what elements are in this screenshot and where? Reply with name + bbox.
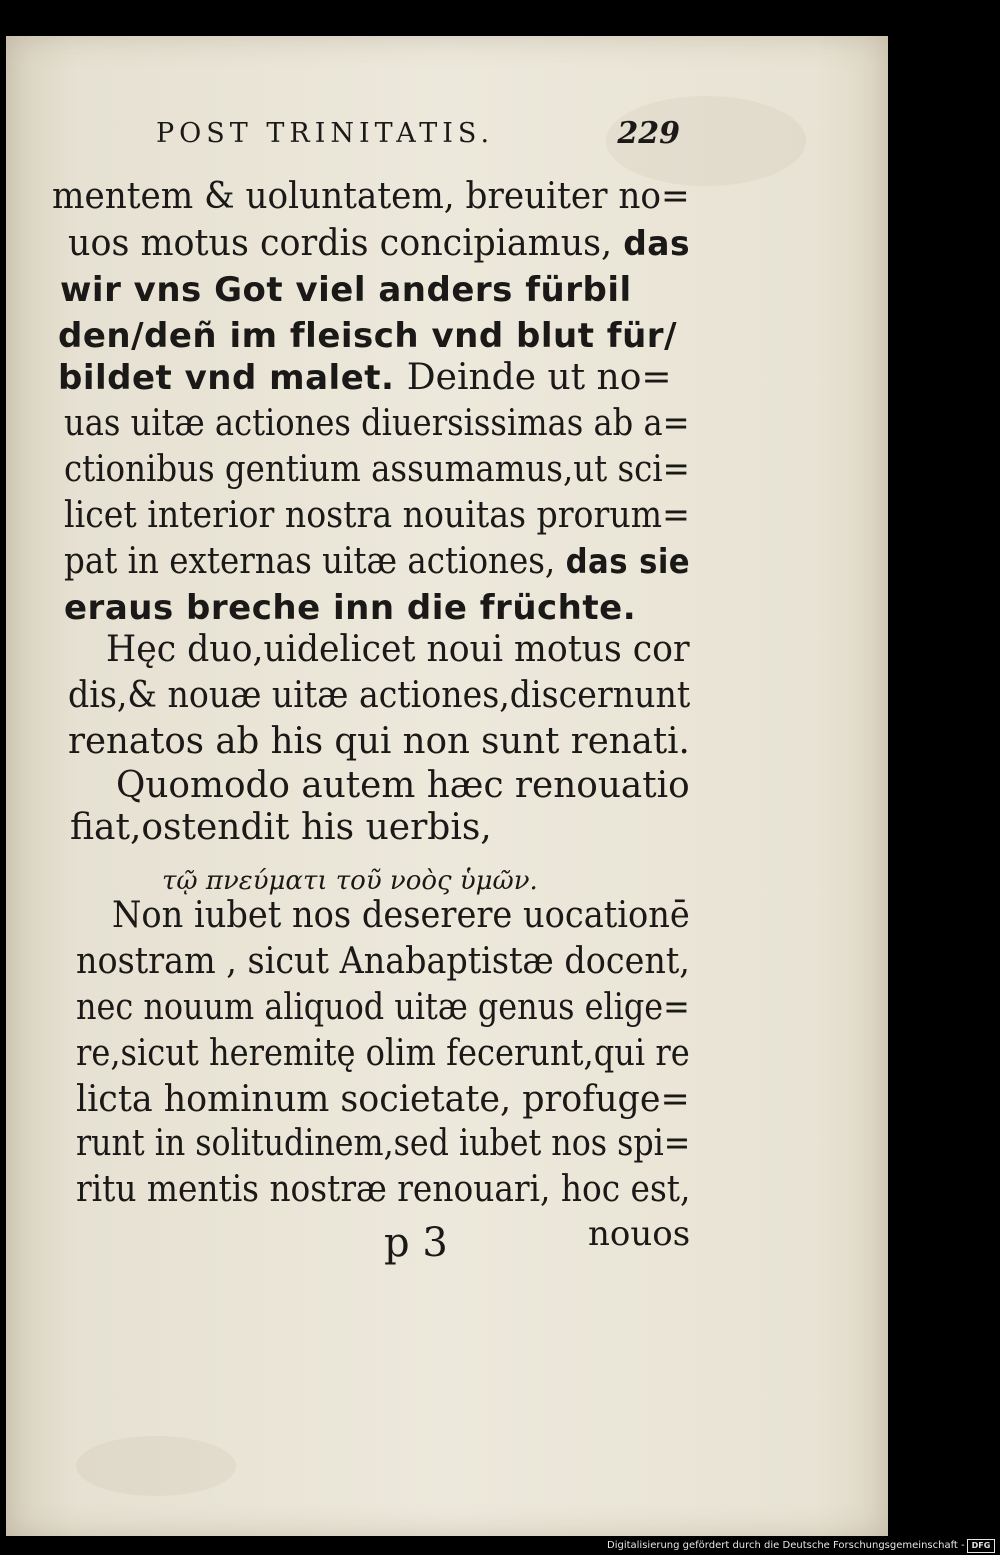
digitization-credit: Digitalisierung gefördert durch die Deutsche Forschungsgemeinschaft -	[607, 1540, 965, 1551]
dfg-logo: DFG	[967, 1539, 995, 1553]
latin-segment: nec nouum aliquod uitæ genus elige=	[76, 987, 690, 1028]
text-line	[106, 628, 690, 672]
latin-segment: licet interior nostra nouitas prorum=	[64, 495, 690, 536]
text-line	[60, 268, 632, 312]
latin-segment: ritu mentis nostræ renouari, hoc est,	[76, 1169, 691, 1210]
latin-segment: Non iubet nos deserere uocationē	[112, 895, 690, 936]
latin-segment: Hęc duo,uidelicet noui motus cor	[106, 629, 690, 670]
text-line	[68, 720, 690, 764]
latin-segment: nostram , sicut Anabaptistæ docent,	[76, 941, 690, 982]
text-line	[68, 674, 690, 718]
text-line	[58, 356, 672, 400]
page-number: 229	[617, 116, 680, 151]
text-line	[112, 894, 690, 938]
text-line	[64, 540, 690, 584]
text-line	[64, 448, 690, 492]
text-line	[76, 1078, 690, 1122]
blackletter-segment: das	[623, 224, 691, 264]
text-line	[70, 806, 492, 850]
greek-segment: τῷ πνεύματι τοῦ νοὸς ὑμῶν.	[162, 866, 538, 896]
latin-segment: re,sicut heremitę olim fecerunt,qui re	[76, 1033, 690, 1074]
text-line	[58, 314, 677, 358]
text-line	[116, 764, 690, 808]
text-line	[76, 1168, 690, 1212]
latin-segment: renatos ab his qui non sunt renati.	[68, 721, 690, 762]
text-line	[76, 940, 690, 984]
text-line	[76, 1122, 690, 1166]
latin-segment: ctionibus gentium assumamus,ut sci=	[64, 449, 690, 490]
latin-segment: runt in solitudinem,sed iubet nos spi=	[76, 1123, 691, 1164]
latin-segment: uos motus cordis concipiamus,	[68, 223, 624, 264]
text-line	[52, 175, 690, 219]
latin-segment: Quomodo autem hæc renouatio	[116, 765, 690, 806]
latin-segment: dis,& nouæ uitæ actiones,discernunt	[68, 675, 691, 716]
latin-segment: fiat,ostendit his uerbis,	[70, 807, 492, 848]
text-line	[76, 1032, 690, 1076]
text-line	[76, 986, 690, 1030]
paper-stain	[76, 1436, 236, 1496]
running-title: POST TRINITATIS.	[156, 118, 495, 149]
text-line	[68, 222, 690, 266]
blackletter-segment: das sie	[565, 542, 691, 582]
latin-segment: pat in externas uitæ actiones,	[64, 541, 566, 582]
signature-mark: p 3	[384, 1220, 448, 1266]
latin-segment: uas uitæ actiones diuersissimas ab a=	[64, 403, 690, 444]
latin-segment: licta hominum societate, profuge=	[76, 1079, 690, 1120]
blackletter-segment: wir vns Got viel anders fürbil	[60, 270, 632, 310]
blackletter-segment: bildet vnd malet.	[58, 358, 407, 398]
blackletter-segment: den/deñ im fleisch vnd blut für/	[58, 316, 677, 356]
text-line	[64, 402, 690, 446]
text-line	[64, 494, 690, 538]
catchword: nouos	[588, 1214, 691, 1254]
latin-segment: mentem & uoluntatem, breuiter no=	[52, 176, 690, 217]
latin-segment: Deinde ut no=	[406, 357, 672, 398]
blackletter-segment: eraus breche inn die früchte.	[64, 588, 637, 628]
page-header	[150, 118, 690, 158]
text-line	[64, 586, 636, 630]
